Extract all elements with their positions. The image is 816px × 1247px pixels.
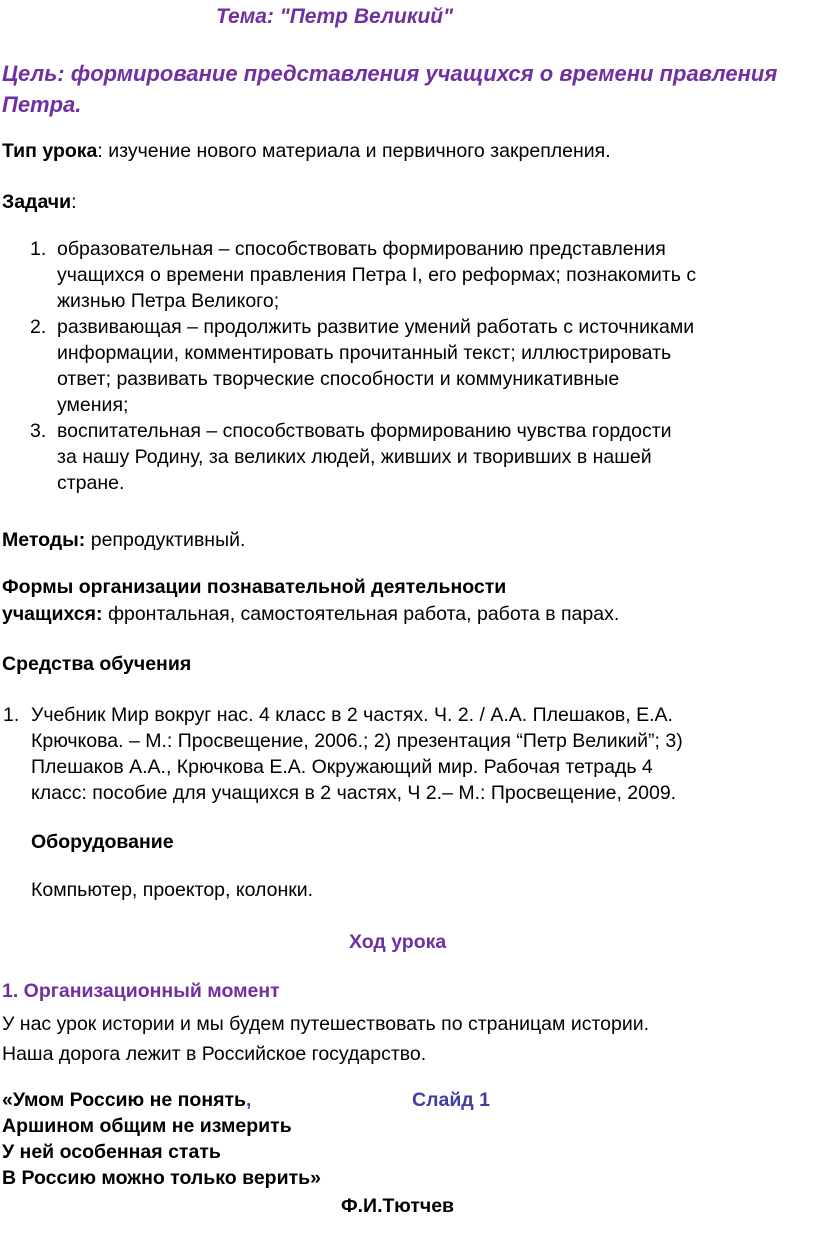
section-1-line-2: Наша дорога лежит в Российское государство. — [2, 1043, 427, 1065]
methods-text: репродуктивный. — [85, 529, 246, 551]
task-line: умения; — [57, 394, 129, 416]
task-number: 3. — [30, 420, 47, 442]
tools-number: 1. — [3, 704, 20, 726]
tools-list — [0, 702, 816, 806]
task-number: 1. — [30, 238, 47, 260]
tasks-heading — [2, 189, 77, 215]
task-line: учащихся о времени правления Петра I, его реформах; познакомить с — [57, 264, 697, 286]
task-line: за нашу Родину, за великих людей, живших и творивших в нашей — [57, 446, 652, 468]
poem-line-2: Аршином общим не измерить — [2, 1115, 292, 1137]
equipment-text: Компьютер, проектор, колонки. — [31, 879, 314, 901]
task-line: ответ; развивать творческие способности и коммуникативные — [57, 368, 620, 390]
topic-heading: Тема: "Петр Великий" — [216, 5, 454, 28]
tools-line: класс: пособие для учащихся в 2 частях, Ч 2.– М.: Просвещение, 2009. — [31, 782, 677, 804]
task-line: информации, комментировать прочитанный текст; иллюстрировать — [57, 342, 672, 364]
section-1-line-1: У нас урок истории и мы будем путешествовать по страницам истории. — [2, 1013, 650, 1035]
lesson-type-text: : изучение нового материала и первичного закрепления. — [97, 140, 611, 162]
tools-heading: Средства обучения — [2, 653, 192, 675]
tools-line: Плешаков А.А., Крючкова Е.А. Окружающий мир. Рабочая тетрадь 4 — [31, 756, 653, 778]
forms-label-line2: учащихся: — [2, 603, 103, 625]
methods-paragraph — [2, 527, 245, 553]
task-line: развивающая – продолжить развитие умений работать с источниками — [57, 316, 695, 338]
poem-line-3: У ней особенная стать — [2, 1141, 221, 1163]
poem-line-4: В Россию можно только верить» — [2, 1167, 321, 1189]
task-item-3 — [0, 418, 816, 496]
task-item-2 — [0, 314, 816, 418]
task-line: образовательная – способствовать формированию представления — [57, 238, 666, 260]
equipment-heading: Оборудование — [31, 831, 174, 853]
tools-line: Учебник Мир вокруг нас. 4 класс в 2 частях. Ч. 2. / А.А. Плешаков, Е.А. — [31, 704, 673, 726]
poem-line-1-text: «Умом Россию не понять — [2, 1089, 247, 1111]
task-line: воспитательная – способствовать формированию чувства гордости — [57, 420, 672, 442]
section-1-title: 1. Организационный момент — [2, 980, 280, 1002]
slide-label: Слайд 1 — [412, 1089, 490, 1111]
forms-label-line1: Формы организации познавательной деятельности — [2, 576, 507, 598]
lesson-flow-heading: Ход урока — [349, 931, 447, 953]
task-item-1 — [0, 236, 816, 314]
poem-line-1-comma: , — [246, 1089, 252, 1111]
task-line: жизнью Петра Великого; — [57, 290, 280, 312]
forms-text: фронтальная, самостоятельная работа, работа в парах. — [102, 603, 620, 625]
tasks-list — [0, 236, 816, 496]
methods-label: Методы: — [2, 529, 86, 551]
forms-paragraph — [2, 601, 619, 627]
goal-heading: Цель: формирование представления учащихся о времени правления Петра. — [2, 61, 778, 117]
task-line: стране. — [57, 472, 125, 494]
tasks-label: Задачи — [2, 191, 72, 213]
tools-line: Крючкова. – М.: Просвещение, 2006.; 2) презентация “Петр Великий”; 3) — [31, 730, 683, 752]
task-number: 2. — [30, 316, 47, 338]
tools-item-1 — [0, 702, 816, 806]
poem-author: Ф.И.Тютчев — [341, 1195, 455, 1217]
poem-line-1 — [2, 1087, 251, 1113]
lesson-type-label: Тип урока — [2, 140, 98, 162]
lesson-type-paragraph — [2, 138, 611, 164]
tasks-colon: : — [71, 191, 77, 213]
